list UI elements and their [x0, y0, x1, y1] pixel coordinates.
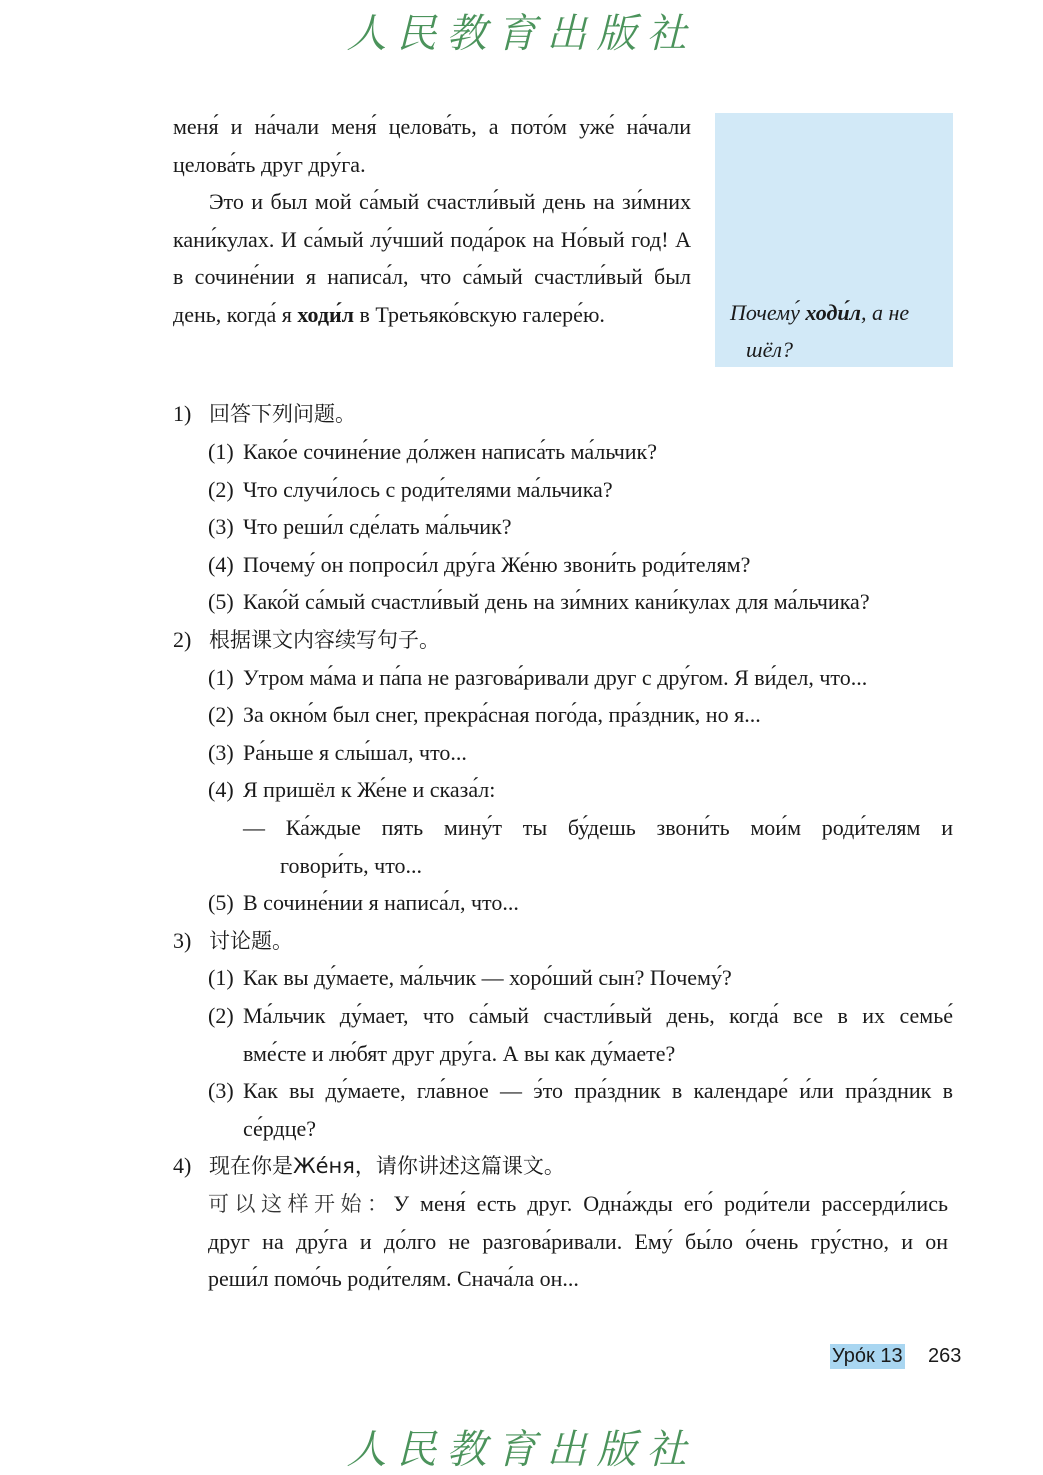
task-2-header: 2) 根据课文内容续写句子。 — [173, 627, 440, 652]
task-1-item: (1) Како́е сочине́ние до́лжен написа́ть ма́льчик? — [208, 439, 657, 464]
task-1-item: (5) Како́й са́мый счастли́вый день на зи́мних кани́кулах для ма́льчика? — [208, 589, 870, 614]
emphasis-word: ходи́л — [297, 301, 355, 327]
task-1-item: (2) Что случи́лось с роди́телями ма́льчика? — [208, 477, 613, 502]
task-3-item: (1) Как вы ду́маете, ма́льчик — хоро́ший сын? Почему́? — [208, 965, 732, 990]
task-1-header: 1) 回答下列问题。 — [173, 401, 356, 426]
side-note-question: Почему́ ходи́л, а не шёл? — [730, 300, 910, 362]
lesson-label: Уро́к 13 — [832, 1345, 903, 1367]
side-note-box — [715, 113, 953, 367]
task-4-start-line: 可以这样开始：У меня́ есть друг. Одна́жды его́ роди́тели рассерди́лись — [208, 1191, 948, 1216]
task-3-item-continuation: вме́сте и лю́бят друг дру́га. А вы как ду́маете? — [243, 1041, 676, 1066]
publisher-watermark-bottom: 人民教育出版社 — [346, 1427, 697, 1473]
task-2-item: (2) За окно́м был снег, прекра́сная пого́да, пра́здник, но я... — [208, 702, 761, 727]
reading-paragraph-2: Это и был мой са́мый счастли́вый день на зи́мних кани́кулах. И са́мый лу́чший пода́рок на Но́вый год! А в сочине́нии я написа́л, что са́мый счастли́вый был день, когда́ я ходи́л в Третьяко́вскую галере́ю. — [173, 189, 691, 327]
task-4-line: друг на дру́га и до́лго не разгова́ривали. Ему́ бы́ло о́чень гру́стно, и он — [208, 1229, 948, 1254]
publisher-watermark-top: 人民教育出版社 — [346, 11, 697, 57]
reading-paragraph-1: меня́ и на́чали меня́ целова́ть, а пото́м уже́ на́чали целова́ть друг дру́га. — [173, 114, 691, 177]
task-4-line: реши́л помо́чь роди́телям. Снача́ла он... — [208, 1266, 579, 1291]
task-3-item-num: (3) — [208, 1078, 234, 1103]
task-2-item: (4) Я пришёл к Же́не и сказа́л: — [208, 777, 496, 802]
task-3-item-num: (2) — [208, 1003, 234, 1028]
task-1-item: (3) Что реши́л сде́лать ма́льчик? — [208, 514, 512, 539]
task-1-item: (4) Почему́ он попроси́л дру́га Же́ню звони́ть роди́телям? — [208, 552, 751, 577]
task-2-dialogue-line: — Ка́ждые пять мину́т ты бу́дешь звони́ть мои́м роди́телям и — [243, 815, 953, 840]
task-3-item: Как вы ду́маете, гла́вное — э́то пра́здник в календаре́ и́ли пра́здник в — [243, 1078, 953, 1103]
task-2-item: (5) В сочине́нии я написа́л, что... — [208, 890, 519, 915]
task-3-header: 3) 讨论题。 — [173, 928, 293, 953]
task-2-item: (3) Ра́ньше я слы́шал, что... — [208, 740, 467, 765]
task-3-item-continuation: се́рдце? — [243, 1116, 317, 1141]
task-4-header: 4) 现在你是Же́ня，请你讲述这篇课文。 — [173, 1153, 565, 1178]
task-3-item: Ма́льчик ду́мает, что са́мый счастли́вый день, когда́ все в их семье́ — [243, 1003, 953, 1028]
task-2-item: (1) Утром ма́ма и па́па не разгова́ривали друг с дру́гом. Я ви́дел, что... — [208, 665, 868, 690]
page-number: 263 — [928, 1345, 962, 1367]
task-2-dialogue-continuation: говори́ть, что... — [280, 853, 423, 878]
